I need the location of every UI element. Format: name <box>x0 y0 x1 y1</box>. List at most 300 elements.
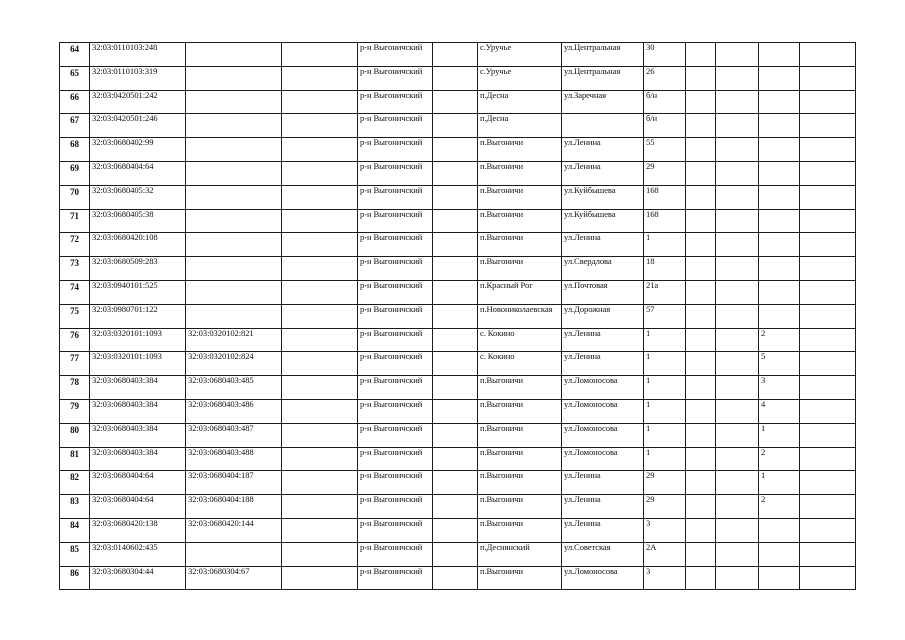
table-row <box>60 90 856 114</box>
apartment-number-cell <box>759 518 800 542</box>
cadastral-number-cell: 32:03:0680403:384 <box>90 423 186 447</box>
table-row <box>60 257 856 281</box>
house-number-cell: 168 <box>644 209 686 233</box>
sub-cadastral-number-cell: 32:03:0680304:67 <box>186 566 282 590</box>
empty-cell <box>433 423 478 447</box>
empty-cell <box>686 209 716 233</box>
street-cell: ул.Заречная <box>562 90 644 114</box>
table-row <box>60 209 856 233</box>
district-cell: р-н Выгоничский <box>358 471 433 495</box>
district-cell: р-н Выгоничский <box>358 566 433 590</box>
empty-cell <box>716 566 759 590</box>
settlement-cell: п.Выгоничи <box>478 495 562 519</box>
house-number-cell: 1 <box>644 233 686 257</box>
street-cell: ул.Ленина <box>562 161 644 185</box>
empty-cell <box>800 90 856 114</box>
row-number-cell: 79 <box>60 399 90 423</box>
empty-cell <box>282 66 358 90</box>
empty-cell <box>800 209 856 233</box>
empty-cell <box>716 471 759 495</box>
empty-cell <box>716 138 759 162</box>
empty-cell <box>282 43 358 67</box>
table-body <box>60 43 856 590</box>
empty-cell <box>716 90 759 114</box>
settlement-cell: п.Выгоничи <box>478 185 562 209</box>
house-number-cell: 55 <box>644 138 686 162</box>
sub-cadastral-number-cell <box>186 257 282 281</box>
table-row <box>60 518 856 542</box>
table-row <box>60 161 856 185</box>
table-row <box>60 423 856 447</box>
street-cell <box>562 114 644 138</box>
empty-cell <box>686 304 716 328</box>
empty-cell <box>800 423 856 447</box>
empty-cell <box>716 280 759 304</box>
apartment-number-cell: 3 <box>759 376 800 400</box>
house-number-cell: 29 <box>644 161 686 185</box>
district-cell: р-н Выгоничский <box>358 114 433 138</box>
sub-cadastral-number-cell <box>186 66 282 90</box>
empty-cell <box>800 185 856 209</box>
house-number-cell: б/н <box>644 90 686 114</box>
settlement-cell: п.Выгоничи <box>478 518 562 542</box>
sub-cadastral-number-cell: 32:03:0680404:187 <box>186 471 282 495</box>
district-cell: р-н Выгоничский <box>358 304 433 328</box>
empty-cell <box>282 376 358 400</box>
apartment-number-cell <box>759 66 800 90</box>
empty-cell <box>686 66 716 90</box>
sub-cadastral-number-cell <box>186 161 282 185</box>
sub-cadastral-number-cell <box>186 542 282 566</box>
empty-cell <box>433 280 478 304</box>
district-cell: р-н Выгоничский <box>358 376 433 400</box>
row-number-cell: 73 <box>60 257 90 281</box>
house-number-cell: 30 <box>644 43 686 67</box>
empty-cell <box>686 471 716 495</box>
district-cell: р-н Выгоничский <box>358 495 433 519</box>
empty-cell <box>433 542 478 566</box>
empty-cell <box>686 495 716 519</box>
sub-cadastral-number-cell: 32:03:0320102:821 <box>186 328 282 352</box>
district-cell: р-н Выгоничский <box>358 542 433 566</box>
property-register-table <box>59 42 856 590</box>
district-cell: р-н Выгоничский <box>358 209 433 233</box>
settlement-cell: п.Выгоничи <box>478 161 562 185</box>
empty-cell <box>686 257 716 281</box>
settlement-cell: п.Выгоничи <box>478 423 562 447</box>
empty-cell <box>282 447 358 471</box>
table-row <box>60 471 856 495</box>
empty-cell <box>716 376 759 400</box>
empty-cell <box>716 518 759 542</box>
empty-cell <box>800 66 856 90</box>
row-number-cell: 70 <box>60 185 90 209</box>
empty-cell <box>800 495 856 519</box>
table-row <box>60 304 856 328</box>
empty-cell <box>686 233 716 257</box>
empty-cell <box>686 328 716 352</box>
empty-cell <box>433 352 478 376</box>
sub-cadastral-number-cell: 32:03:0680403:485 <box>186 376 282 400</box>
table-row <box>60 399 856 423</box>
table-row <box>60 114 856 138</box>
street-cell: ул.Центральная <box>562 66 644 90</box>
street-cell: ул.Ломоносова <box>562 399 644 423</box>
empty-cell <box>800 233 856 257</box>
cadastral-number-cell: 32:03:0140602:435 <box>90 542 186 566</box>
empty-cell <box>800 328 856 352</box>
settlement-cell: п.Выгоничи <box>478 447 562 471</box>
row-number-cell: 84 <box>60 518 90 542</box>
cadastral-number-cell: 32:03:0680403:384 <box>90 376 186 400</box>
empty-cell <box>716 257 759 281</box>
settlement-cell: п.Выгоничи <box>478 233 562 257</box>
empty-cell <box>282 304 358 328</box>
settlement-cell: п.Десна <box>478 90 562 114</box>
row-number-cell: 69 <box>60 161 90 185</box>
sub-cadastral-number-cell: 32:03:0680403:486 <box>186 399 282 423</box>
empty-cell <box>716 185 759 209</box>
settlement-cell: п.Выгоничи <box>478 471 562 495</box>
row-number-cell: 76 <box>60 328 90 352</box>
empty-cell <box>686 376 716 400</box>
house-number-cell: 21а <box>644 280 686 304</box>
cadastral-number-cell: 32:03:0680405:32 <box>90 185 186 209</box>
empty-cell <box>686 185 716 209</box>
settlement-cell: с.Уручье <box>478 43 562 67</box>
row-number-cell: 86 <box>60 566 90 590</box>
settlement-cell: с. Кокино <box>478 328 562 352</box>
cadastral-number-cell: 32:03:0680509:283 <box>90 257 186 281</box>
empty-cell <box>716 423 759 447</box>
empty-cell <box>433 66 478 90</box>
apartment-number-cell: 1 <box>759 471 800 495</box>
apartment-number-cell <box>759 43 800 67</box>
table-row <box>60 66 856 90</box>
empty-cell <box>800 43 856 67</box>
table-row <box>60 328 856 352</box>
apartment-number-cell <box>759 542 800 566</box>
empty-cell <box>686 423 716 447</box>
empty-cell <box>716 161 759 185</box>
empty-cell <box>282 566 358 590</box>
settlement-cell: п.Выгоничи <box>478 376 562 400</box>
apartment-number-cell <box>759 257 800 281</box>
cadastral-number-cell: 32:03:0940101:525 <box>90 280 186 304</box>
table-row <box>60 447 856 471</box>
settlement-cell: п.Красный Рог <box>478 280 562 304</box>
street-cell: ул.Ленина <box>562 138 644 162</box>
district-cell: р-н Выгоничский <box>358 233 433 257</box>
empty-cell <box>433 566 478 590</box>
row-number-cell: 75 <box>60 304 90 328</box>
house-number-cell: 3 <box>644 566 686 590</box>
table-row <box>60 352 856 376</box>
empty-cell <box>800 471 856 495</box>
row-number-cell: 64 <box>60 43 90 67</box>
row-number-cell: 80 <box>60 423 90 447</box>
apartment-number-cell: 1 <box>759 423 800 447</box>
empty-cell <box>433 185 478 209</box>
district-cell: р-н Выгоничский <box>358 518 433 542</box>
row-number-cell: 71 <box>60 209 90 233</box>
empty-cell <box>800 447 856 471</box>
cadastral-number-cell: 32:03:0680420:138 <box>90 518 186 542</box>
house-number-cell: 57 <box>644 304 686 328</box>
empty-cell <box>433 90 478 114</box>
district-cell: р-н Выгоничский <box>358 280 433 304</box>
street-cell: ул.Ленина <box>562 328 644 352</box>
street-cell: ул.Ломоносова <box>562 423 644 447</box>
empty-cell <box>686 161 716 185</box>
cadastral-number-cell: 32:03:0320101:1093 <box>90 328 186 352</box>
district-cell: р-н Выгоничский <box>358 138 433 162</box>
empty-cell <box>433 233 478 257</box>
house-number-cell: 2А <box>644 542 686 566</box>
street-cell: ул.Ленина <box>562 233 644 257</box>
street-cell: ул.Ломоносова <box>562 447 644 471</box>
empty-cell <box>282 185 358 209</box>
cadastral-number-cell: 32:03:0110103:319 <box>90 66 186 90</box>
cadastral-number-cell: 32:03:0680405:38 <box>90 209 186 233</box>
empty-cell <box>800 161 856 185</box>
empty-cell <box>433 518 478 542</box>
house-number-cell: 29 <box>644 471 686 495</box>
empty-cell <box>716 43 759 67</box>
district-cell: р-н Выгоничский <box>358 66 433 90</box>
row-number-cell: 78 <box>60 376 90 400</box>
apartment-number-cell <box>759 90 800 114</box>
house-number-cell: 1 <box>644 352 686 376</box>
empty-cell <box>282 399 358 423</box>
empty-cell <box>282 257 358 281</box>
empty-cell <box>433 138 478 162</box>
cadastral-number-cell: 32:03:0680402:99 <box>90 138 186 162</box>
empty-cell <box>716 328 759 352</box>
house-number-cell: 29 <box>644 495 686 519</box>
district-cell: р-н Выгоничский <box>358 399 433 423</box>
empty-cell <box>800 114 856 138</box>
cadastral-number-cell: 32:03:0680404:64 <box>90 495 186 519</box>
settlement-cell: п.Выгоничи <box>478 566 562 590</box>
empty-cell <box>282 328 358 352</box>
empty-cell <box>282 280 358 304</box>
sub-cadastral-number-cell <box>186 209 282 233</box>
settlement-cell: с.Уручье <box>478 66 562 90</box>
street-cell: ул.Ломоносова <box>562 376 644 400</box>
sub-cadastral-number-cell <box>186 280 282 304</box>
apartment-number-cell: 2 <box>759 495 800 519</box>
apartment-number-cell: 4 <box>759 399 800 423</box>
street-cell: ул.Свердлова <box>562 257 644 281</box>
empty-cell <box>716 447 759 471</box>
empty-cell <box>716 399 759 423</box>
house-number-cell: 1 <box>644 376 686 400</box>
empty-cell <box>686 518 716 542</box>
street-cell: ул.Ленина <box>562 352 644 376</box>
empty-cell <box>716 209 759 233</box>
cadastral-number-cell: 32:03:0680304:44 <box>90 566 186 590</box>
street-cell: ул.Ломоносова <box>562 566 644 590</box>
district-cell: р-н Выгоничский <box>358 90 433 114</box>
street-cell: ул.Дорожная <box>562 304 644 328</box>
apartment-number-cell <box>759 209 800 233</box>
apartment-number-cell <box>759 185 800 209</box>
empty-cell <box>433 495 478 519</box>
cadastral-number-cell: 32:03:0420501:246 <box>90 114 186 138</box>
sub-cadastral-number-cell <box>186 304 282 328</box>
empty-cell <box>686 352 716 376</box>
cadastral-number-cell: 32:03:0320101:1093 <box>90 352 186 376</box>
apartment-number-cell <box>759 304 800 328</box>
sub-cadastral-number-cell <box>186 233 282 257</box>
row-number-cell: 81 <box>60 447 90 471</box>
empty-cell <box>686 43 716 67</box>
cadastral-number-cell: 32:03:0420501:242 <box>90 90 186 114</box>
empty-cell <box>282 423 358 447</box>
house-number-cell: 1 <box>644 399 686 423</box>
empty-cell <box>282 114 358 138</box>
empty-cell <box>800 352 856 376</box>
street-cell: ул.Почтовая <box>562 280 644 304</box>
table-row <box>60 280 856 304</box>
empty-cell <box>716 542 759 566</box>
cadastral-number-cell: 32:03:0980701:122 <box>90 304 186 328</box>
row-number-cell: 67 <box>60 114 90 138</box>
empty-cell <box>800 257 856 281</box>
row-number-cell: 65 <box>60 66 90 90</box>
sub-cadastral-number-cell: 32:03:0680403:488 <box>186 447 282 471</box>
empty-cell <box>433 209 478 233</box>
empty-cell <box>433 43 478 67</box>
settlement-cell: п.Новониколаевская <box>478 304 562 328</box>
row-number-cell: 72 <box>60 233 90 257</box>
district-cell: р-н Выгоничский <box>358 328 433 352</box>
sub-cadastral-number-cell: 32:03:0680404:188 <box>186 495 282 519</box>
empty-cell <box>433 257 478 281</box>
empty-cell <box>282 161 358 185</box>
sub-cadastral-number-cell <box>186 114 282 138</box>
empty-cell <box>686 399 716 423</box>
row-number-cell: 66 <box>60 90 90 114</box>
empty-cell <box>686 280 716 304</box>
cadastral-number-cell: 32:03:0680403:384 <box>90 399 186 423</box>
district-cell: р-н Выгоничский <box>358 447 433 471</box>
empty-cell <box>686 447 716 471</box>
apartment-number-cell <box>759 114 800 138</box>
settlement-cell: п.Деснянский <box>478 542 562 566</box>
apartment-number-cell <box>759 280 800 304</box>
cadastral-number-cell: 32:03:0110103:248 <box>90 43 186 67</box>
empty-cell <box>282 138 358 162</box>
house-number-cell: б/н <box>644 114 686 138</box>
empty-cell <box>800 566 856 590</box>
sub-cadastral-number-cell: 32:03:0680420:144 <box>186 518 282 542</box>
empty-cell <box>716 114 759 138</box>
empty-cell <box>282 209 358 233</box>
street-cell: ул.Ленина <box>562 495 644 519</box>
house-number-cell: 18 <box>644 257 686 281</box>
table-row <box>60 542 856 566</box>
settlement-cell: п.Выгоничи <box>478 257 562 281</box>
table-row <box>60 138 856 162</box>
empty-cell <box>716 233 759 257</box>
house-number-cell: 168 <box>644 185 686 209</box>
empty-cell <box>433 399 478 423</box>
sub-cadastral-number-cell <box>186 138 282 162</box>
sub-cadastral-number-cell: 32:03:0680403:487 <box>186 423 282 447</box>
district-cell: р-н Выгоничский <box>358 185 433 209</box>
sub-cadastral-number-cell <box>186 185 282 209</box>
table-row <box>60 566 856 590</box>
row-number-cell: 82 <box>60 471 90 495</box>
empty-cell <box>716 66 759 90</box>
settlement-cell: п.Выгоничи <box>478 399 562 423</box>
empty-cell <box>686 566 716 590</box>
house-number-cell: 1 <box>644 423 686 447</box>
sub-cadastral-number-cell <box>186 90 282 114</box>
row-number-cell: 83 <box>60 495 90 519</box>
house-number-cell: 1 <box>644 328 686 352</box>
empty-cell <box>716 304 759 328</box>
settlement-cell: п.Выгоничи <box>478 138 562 162</box>
row-number-cell: 68 <box>60 138 90 162</box>
cadastral-number-cell: 32:03:0680404:64 <box>90 471 186 495</box>
empty-cell <box>686 138 716 162</box>
empty-cell <box>282 542 358 566</box>
empty-cell <box>800 518 856 542</box>
row-number-cell: 77 <box>60 352 90 376</box>
cadastral-number-cell: 32:03:0680420:108 <box>90 233 186 257</box>
cadastral-number-cell: 32:03:0680403:384 <box>90 447 186 471</box>
empty-cell <box>282 518 358 542</box>
table-row <box>60 376 856 400</box>
empty-cell <box>800 399 856 423</box>
row-number-cell: 85 <box>60 542 90 566</box>
empty-cell <box>433 471 478 495</box>
table-row <box>60 233 856 257</box>
district-cell: р-н Выгоничский <box>358 43 433 67</box>
empty-cell <box>282 471 358 495</box>
empty-cell <box>716 352 759 376</box>
settlement-cell: с. Кокино <box>478 352 562 376</box>
empty-cell <box>282 352 358 376</box>
empty-cell <box>282 233 358 257</box>
table-row <box>60 43 856 67</box>
empty-cell <box>800 304 856 328</box>
empty-cell <box>686 542 716 566</box>
empty-cell <box>800 138 856 162</box>
empty-cell <box>800 542 856 566</box>
empty-cell <box>433 447 478 471</box>
street-cell: ул.Центральная <box>562 43 644 67</box>
settlement-cell: п.Десна <box>478 114 562 138</box>
street-cell: ул.Ленина <box>562 518 644 542</box>
empty-cell <box>800 376 856 400</box>
house-number-cell: 3 <box>644 518 686 542</box>
cadastral-number-cell: 32:03:0680404:64 <box>90 161 186 185</box>
apartment-number-cell <box>759 138 800 162</box>
settlement-cell: п.Выгоничи <box>478 209 562 233</box>
table-row <box>60 495 856 519</box>
empty-cell <box>282 495 358 519</box>
empty-cell <box>433 376 478 400</box>
district-cell: р-н Выгоничский <box>358 161 433 185</box>
empty-cell <box>433 161 478 185</box>
house-number-cell: 26 <box>644 66 686 90</box>
apartment-number-cell <box>759 566 800 590</box>
house-number-cell: 1 <box>644 447 686 471</box>
